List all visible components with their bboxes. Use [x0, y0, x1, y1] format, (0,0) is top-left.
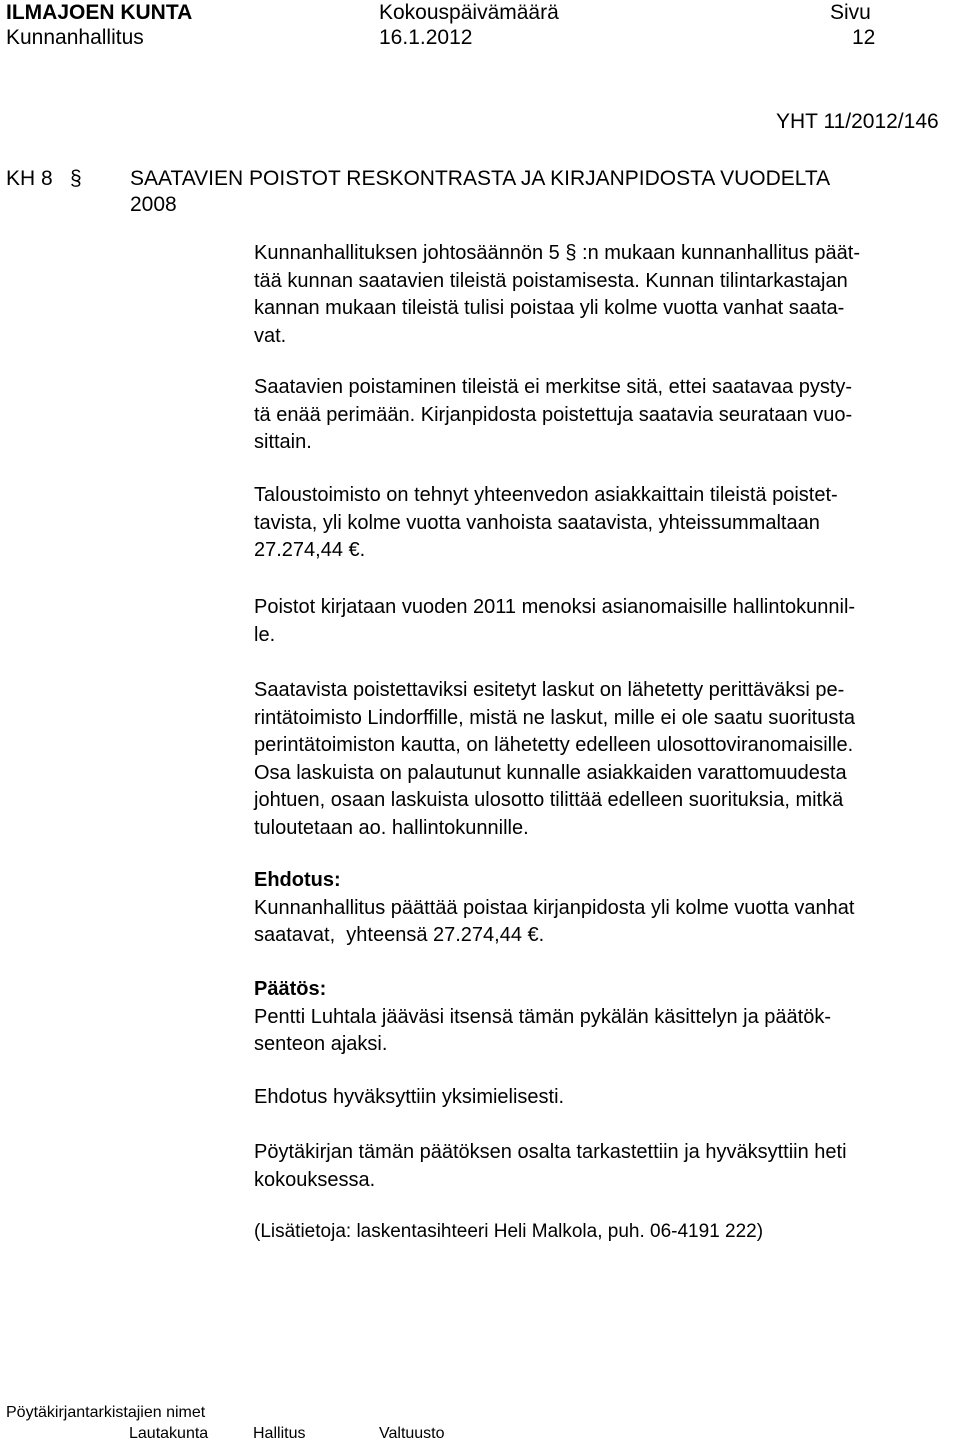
decision-section [254, 976, 954, 1059]
text-line: Taloustoimisto on tehnyt yhteenvedon asiakkaittain tileistä poistet- [254, 484, 838, 506]
text-line: vat. [254, 324, 287, 347]
text-line: tää kunnan saatavien tileistä poistamisesta. Kunnan tilintarkastajan [254, 269, 848, 292]
text-line: tavista, yli kolme vuotta vanhoista saatavista, yhteissummaltaan [254, 511, 820, 534]
paragraph-3 [254, 482, 954, 565]
page-number: 12 [852, 26, 876, 49]
org-name: ILMAJOEN KUNTA [6, 1, 193, 24]
decision-paragraph-2 [254, 1084, 954, 1112]
text-line: tä enää perimään. Kirjanpidosta poistettuja saatavia seurataan vuo- [254, 403, 853, 426]
paragraph-1 [254, 240, 954, 350]
paragraph-4 [254, 594, 954, 649]
date-label: Kokouspäivämäärä [379, 1, 559, 24]
section-symbol: § [70, 167, 82, 190]
proposal-heading: Ehdotus: [254, 869, 341, 891]
text-line: perintätoimiston kautta, on lähetetty edelleen ulosottoviranomaisille. [254, 734, 854, 756]
paragraph-5 [254, 677, 954, 842]
section-title-line: SAATAVIEN POISTOT RESKONTRASTA JA KIRJANPIDOSTA VUODELTA [130, 167, 831, 190]
text-line: le. [254, 623, 276, 646]
text-line: kannan mukaan tileistä tulisi poistaa yli kolme vuotta vanhat saata- [254, 297, 845, 319]
text-line: Saatavista poistettaviksi esitetyt laskut on lähetetty perittäväksi pe- [254, 679, 845, 701]
text-line: Pöytäkirjan tämän päätöksen osalta tarkastettiin ja hyväksyttiin heti [254, 1141, 847, 1163]
text-line: Poistot kirjataan vuoden 2011 menoksi asianomaisille hallintokunnil- [254, 596, 856, 618]
section-title [130, 166, 830, 218]
section-code: KH 8 [6, 167, 53, 190]
section-title-line: 2008 [130, 193, 177, 216]
decision-heading: Päätös: [254, 978, 327, 1000]
text-line: Kunnanhallitus päättää poistaa kirjanpidosta yli kolme vuotta vanhat [254, 896, 855, 919]
footer-column-committee: Lautakunta [129, 1425, 209, 1442]
contact-info: (Lisätietoja: laskentasihteeri Heli Malkola, puh. 06-4191 222) [254, 1221, 764, 1242]
footer-column-council: Valtuusto [379, 1425, 445, 1442]
proposal-section [254, 867, 954, 950]
text-line: Saatavien poistaminen tileistä ei merkitse sitä, ettei saatavaa pysty- [254, 376, 853, 398]
text-line: Ehdotus hyväksyttiin yksimielisesti. [254, 1086, 565, 1108]
text-line: tuloutetaan ao. hallintokunnille. [254, 816, 529, 839]
text-line: 27.274,44 €. [254, 539, 366, 561]
body-name: Kunnanhallitus [6, 26, 144, 49]
footer-label: Pöytäkirjantarkistajien nimet [6, 1404, 206, 1421]
text-line: kokouksessa. [254, 1168, 376, 1191]
text-line: sittain. [254, 431, 312, 453]
decision-paragraph-3 [254, 1139, 954, 1194]
page-label: Sivu [830, 1, 871, 24]
footer-column-board: Hallitus [253, 1425, 306, 1442]
text-line: senteon ajaksi. [254, 1033, 388, 1055]
text-line: johtuen, osaan laskuista ulosotto tilittää edelleen suorituksia, mitkä [254, 789, 844, 811]
text-line: saatavat, yhteensä 27.274,44 €. [254, 924, 545, 946]
meeting-date: 16.1.2012 [379, 26, 473, 49]
text-line: Osa laskuista on palautunut kunnalle asiakkaiden varattomuudesta [254, 761, 847, 784]
paragraph-2 [254, 374, 954, 457]
text-line: rintätoimisto Lindorffille, mistä ne laskut, mille ei ole saatu suoritusta [254, 706, 856, 729]
text-line: Kunnanhallituksen johtosäännön 5 § :n mukaan kunnanhallitus päät- [254, 242, 860, 264]
text-line: Pentti Luhtala jääväsi itsensä tämän pykälän käsittelyn ja päätök- [254, 1005, 832, 1028]
reference-number: YHT 11/2012/146 [776, 110, 939, 133]
